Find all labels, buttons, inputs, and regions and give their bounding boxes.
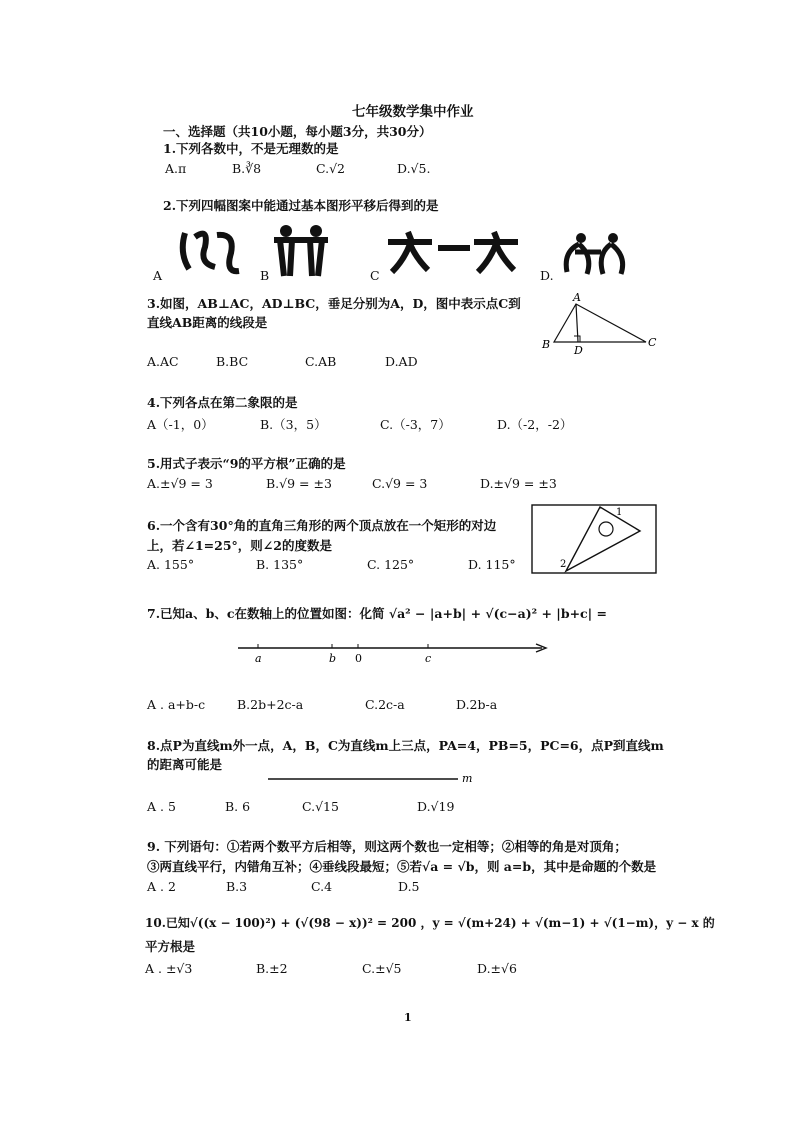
q3-label-c: C <box>648 336 657 349</box>
q7-axis-a: a <box>255 652 262 665</box>
q4-option-b[interactable]: B.（3，5） <box>260 417 327 432</box>
q3-option-d[interactable]: D.AD <box>385 354 418 369</box>
q1-option-a[interactable]: A.π <box>165 161 187 176</box>
q10-option-c[interactable]: C.±√5 <box>362 961 402 976</box>
q3-triangle-figure <box>538 292 662 358</box>
q8-line-m <box>266 768 476 786</box>
q2-pattern-a <box>175 223 245 279</box>
q6-label-2: 2 <box>560 559 567 570</box>
q2-pattern-d <box>557 232 633 278</box>
q3-stem-line2: 直线AB距离的线段是 <box>147 315 268 330</box>
q7-option-d[interactable]: D.2b-a <box>456 697 498 712</box>
q8-stem-line1: 8.点P为直线m外一点，A，B，C为直线m上三点，PA=4，PB=5，PC=6，点P到直线m <box>147 738 664 753</box>
q10-option-d[interactable]: D.±√6 <box>477 961 517 976</box>
q9-stem-line2: ③两直线平行，内错角互补；④垂线段最短；⑤若√a = √b，则 a=b，其中是命题的个数是 <box>147 859 657 874</box>
q5-option-d[interactable]: D.±√9 = ±3 <box>480 476 557 491</box>
q4-option-c[interactable]: C.（-3，7） <box>380 417 451 432</box>
q7-option-a[interactable]: A . a+b-c <box>147 697 206 712</box>
q3-label-b: B <box>542 338 551 351</box>
q3-option-b[interactable]: B.BC <box>216 354 249 369</box>
q8-stem-line2: 的距离可能是 <box>147 757 223 772</box>
q9-option-b[interactable]: B.3 <box>226 879 248 894</box>
q8-option-b[interactable]: B. 6 <box>225 799 251 814</box>
q5-option-c[interactable]: C.√9 = 3 <box>372 476 428 491</box>
section-heading: 一、选择题（共10小题，每小题3分，共30分） <box>163 124 432 139</box>
q5-option-b[interactable]: B.√9 = ±3 <box>266 476 332 491</box>
q7-number-line <box>236 640 552 666</box>
q6-stem-line2: 上，若∠1=25°，则∠2的度数是 <box>147 538 332 553</box>
q7-option-b[interactable]: B.2b+2c-a <box>237 697 304 712</box>
q7-axis-zero: 0 <box>355 652 362 665</box>
q2-pattern-c <box>384 228 524 276</box>
q2-stem: 2.下列四幅图案中能通过基本图形平移后得到的是 <box>163 198 439 213</box>
q7-axis-c: c <box>425 652 432 665</box>
q6-option-a[interactable]: A. 155° <box>147 557 195 572</box>
q7-stem: 7.已知a、b、c在数轴上的位置如图：化简 √a² − |a+b| + √(c−a)² + |b+c| = <box>147 606 608 621</box>
q6-option-c[interactable]: C. 125° <box>367 557 415 572</box>
q3-label-a: A <box>573 292 581 304</box>
q3-stem-line1: 3.如图，AB⊥AC，AD⊥BC，垂足分别为A，D，图中表示点C到 <box>147 296 521 311</box>
q6-rectangle-triangle-figure <box>530 503 658 575</box>
q3-label-d: D <box>574 344 583 357</box>
q2-pattern-b <box>270 222 332 278</box>
q7-axis-b: b <box>329 652 337 665</box>
q8-line-label: m <box>462 772 473 785</box>
page-number: 1 <box>404 1011 412 1024</box>
q7-option-c[interactable]: C.2c-a <box>365 697 405 712</box>
q2-option-d[interactable]: D. <box>540 268 554 283</box>
q1-option-b[interactable]: B.∛8 <box>232 161 262 176</box>
q1-option-d[interactable]: D.√5. <box>397 161 431 176</box>
q3-option-a[interactable]: A.AC <box>147 354 179 369</box>
q5-option-a[interactable]: A.±√9 = 3 <box>147 476 213 491</box>
q9-option-a[interactable]: A . 2 <box>147 879 176 894</box>
q8-option-a[interactable]: A . 5 <box>147 799 176 814</box>
q4-stem: 4.下列各点在第二象限的是 <box>147 395 298 410</box>
q10-stem-line1: 10.已知√((x − 100)²) + (√(98 − x))² = 200 ，y = √(m+24) + √(m−1) + √(1−m)，y − x 的 <box>145 916 715 930</box>
q9-option-d[interactable]: D.5 <box>398 879 420 894</box>
q2-option-a[interactable]: A <box>153 268 163 283</box>
q4-option-d[interactable]: D.（-2，-2） <box>497 417 573 432</box>
q9-stem-line1: 9. 下列语句：①若两个数平方后相等，则这两个数也一定相等；②相等的角是对顶角； <box>147 839 627 854</box>
q10-stem-line2: 平方根是 <box>145 939 196 954</box>
q3-option-c[interactable]: C.AB <box>305 354 337 369</box>
q2-option-b[interactable]: B <box>260 268 270 283</box>
q6-label-1: 1 <box>616 507 623 518</box>
q10-option-a[interactable]: A . ±√3 <box>145 961 193 976</box>
q5-stem: 5.用式子表示“9的平方根”正确的是 <box>147 456 346 471</box>
q8-option-c[interactable]: C.√15 <box>302 799 339 814</box>
page-title: 七年级数学集中作业 <box>352 104 474 120</box>
q8-option-d[interactable]: D.√19 <box>417 799 455 814</box>
q9-option-c[interactable]: C.4 <box>311 879 333 894</box>
q1-option-c[interactable]: C.√2 <box>316 161 346 176</box>
q6-stem-line1: 6.一个含有30°角的直角三角形的两个顶点放在一个矩形的对边 <box>147 518 497 533</box>
q2-option-c[interactable]: C <box>370 268 380 283</box>
q4-option-a[interactable]: A（-1，0） <box>147 417 214 432</box>
q10-option-b[interactable]: B.±2 <box>256 961 288 976</box>
q1-stem: 1.下列各数中，不是无理数的是 <box>163 141 339 156</box>
q6-option-d[interactable]: D. 115° <box>468 557 516 572</box>
q6-option-b[interactable]: B. 135° <box>256 557 304 572</box>
